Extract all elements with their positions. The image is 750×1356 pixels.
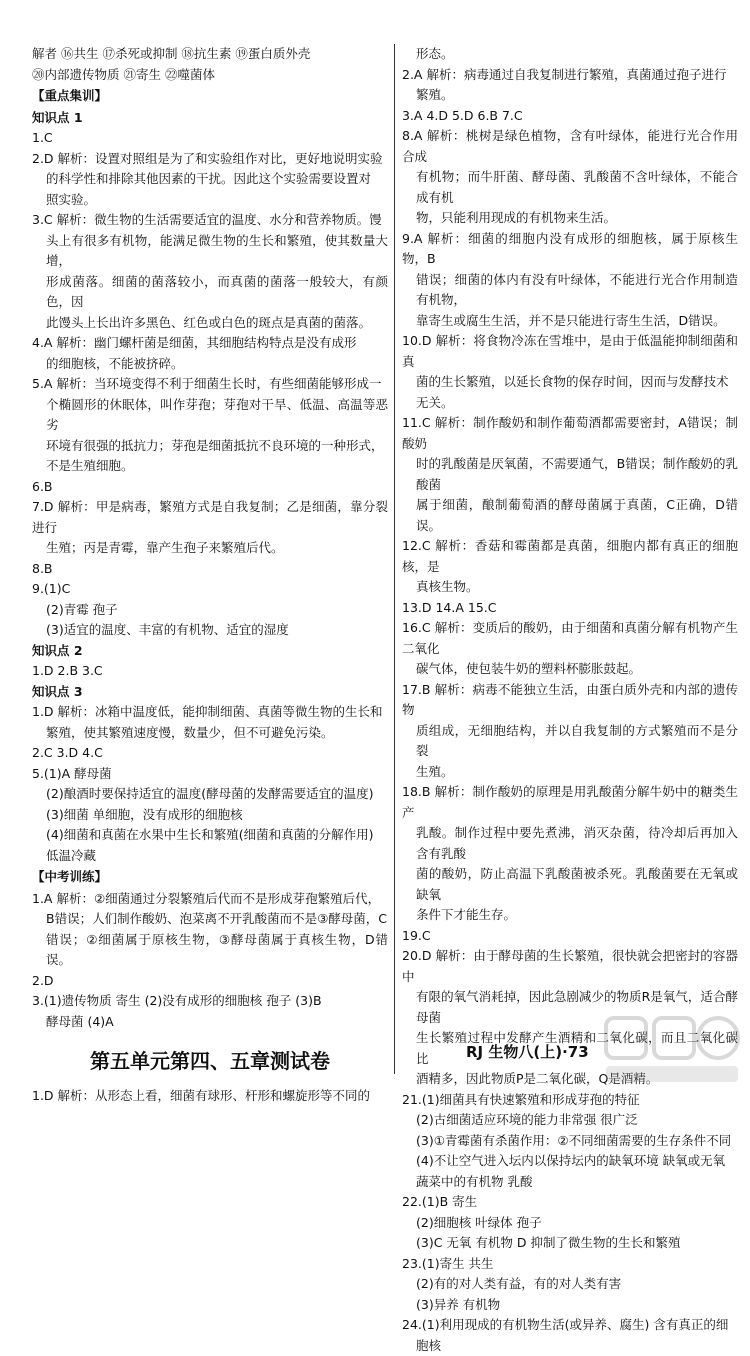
answer-9-sub: (2)青霉 孢子 [32, 600, 388, 621]
kp3-answer-5-sub: 低温冷藏 [32, 846, 388, 867]
knowledge-point-2: 知识点 2 [32, 641, 388, 662]
answer-2-cont: 照实验。 [32, 190, 388, 211]
test-answer-17-cont: 质组成，无细胞结构，并以自我复制的方式繁殖而不是分裂 [402, 721, 738, 762]
test-answer-2: 2.A 解析：病毒通过自我复制进行繁殖，真菌通过孢子进行 [402, 65, 738, 86]
test-answer-21: 21.(1)细菌具有快速繁殖和形成芽孢的特征 [402, 1090, 738, 1111]
test-answer-18: 18.B 解析：制作酸奶的原理是用乳酸菌分解牛奶中的糖类生产 [402, 782, 738, 823]
answer-2: 2.D 解析：设置对照组是为了和实验组作对比，更好地说明实验 [32, 149, 388, 170]
test-answer-11: 11.C 解析：制作酸奶和制作葡萄酒都需要密封，A错误；制酸奶 [402, 413, 738, 454]
test-answer-17-cont: 生殖。 [402, 762, 738, 783]
kp3-answer-5: 5.(1)A 酵母菌 [32, 764, 388, 785]
test-answer-21-sub: (2)古细菌适应环境的能力非常强 很广泛 [402, 1110, 738, 1131]
answer-9: 9.(1)C [32, 579, 388, 600]
answer-8: 8.B [32, 559, 388, 580]
exam-answer-1: 1.A 解析：②细菌通过分裂繁殖后代而不是形成芽孢繁殖后代， [32, 889, 388, 910]
answer-5-cont: 环境有很强的抵抗力；芽孢是细菌抵抗不良环境的一种形式， [32, 436, 388, 457]
left-column [32, 44, 388, 1107]
test-answer-8-cont: 有机物；而牛肝菌、酵母菌、乳酸菌不含叶绿体，不能合成有机 [402, 167, 738, 208]
answer-4-cont: 的细胞核，不能被挤碎。 [32, 354, 388, 375]
test-answer-9-cont: 错误；细菌的体内有没有叶绿体，不能进行光合作用制造有机物， [402, 270, 738, 311]
test-answer-9: 9.A 解析：细菌的细胞内没有成形的细胞核，属于原核生物，B [402, 229, 738, 270]
answer-4: 4.A 解析：幽门螺杆菌是细菌，其细胞结构特点是没有成形 [32, 333, 388, 354]
kp3-answer-5-sub: (4)细菌和真菌在水果中生长和繁殖(细菌和真菌的分解作用) [32, 825, 388, 846]
test-answer-20-cont: 酒精多，因此物质P是二氧化碳，Q是酒精。 [402, 1069, 738, 1090]
test-answer-21-sub: (3)①青霉菌有杀菌作用：②不同细菌需要的生存条件不同 [402, 1131, 738, 1152]
answer-2-cont: 的科学性和排除其他因素的干扰。因此这个实验需要设置对 [32, 169, 388, 190]
test-answer-12-cont: 真核生物。 [402, 577, 738, 598]
test-answer-18-cont: 菌的酸奶，防止高温下乳酸菌被杀死。乳酸菌要在无氧或缺氧 [402, 864, 738, 905]
section-key-training: 【 重点集训 】 [32, 86, 388, 107]
answer-9-sub: (3)适宜的温度、丰富的有机物、适宜的湿度 [32, 620, 388, 641]
exam-answer-2: 2.D [32, 971, 388, 992]
intro-line-1: 解者 ⑯共生 ⑰杀死或抑制 ⑱抗生素 ⑲蛋白质外壳 [32, 44, 388, 65]
answer-3-cont: 此馒头上长出许多黑色、红色或白色的斑点是真菌的菌落。 [32, 313, 388, 334]
answer-5-cont: 不是生殖细胞。 [32, 456, 388, 477]
test-answer-1: 1.D 解析：从形态上看，细菌有球形、杆形和螺旋形等不同的 [32, 1086, 388, 1107]
test-answer-23: 23.(1)寄生 共生 [402, 1254, 738, 1275]
test-answer-24-sub: 胞核 [402, 1336, 738, 1356]
column-divider [394, 44, 395, 1074]
test-answer-16: 16.C 解析：变质后的酸奶，由于细菌和真菌分解有机物产生二氧化 [402, 618, 738, 659]
knowledge-point-3: 知识点 3 [32, 682, 388, 703]
test-answer-23-sub: (3)异养 有机物 [402, 1295, 738, 1316]
kp3-answer-1: 1.D 解析：冰箱中温度低，能抑制细菌、真菌等微生物的生长和 [32, 702, 388, 723]
test-answers-13-15: 13.D 14.A 15.C [402, 598, 738, 619]
test-answer-1-cont: 形态。 [402, 44, 738, 65]
answer-5-cont: 个椭圆形的休眠体，叫作芽孢；芽孢对干旱、低温、高温等恶劣 [32, 395, 388, 436]
answer-5: 5.A 解析：当环境变得不利于细菌生长时，有些细菌能够形成一 [32, 374, 388, 395]
kp3-answer-5-sub: (2)酿酒时要保持适宜的温度(酵母菌的发酵需要适宜的温度) [32, 784, 388, 805]
test-answers-3-7: 3.A 4.D 5.D 6.B 7.C [402, 106, 738, 127]
test-answer-2-cont: 繁殖。 [402, 85, 738, 106]
watermark-logo [602, 1010, 742, 1090]
test-answer-20-cont: 有限的氧气消耗掉，因此急剧减少的物质R是氧气，适合酵母菌 [402, 987, 738, 1028]
test-answer-8: 8.A 解析：桃树是绿色植物，含有叶绿体，能进行光合作用合成 [402, 126, 738, 167]
test-answer-11-cont: 时的乳酸菌是厌氧菌，不需要通气，B错误；制作酸奶的乳酸菌 [402, 454, 738, 495]
page-footer: RJ 生物八(上)·73 [466, 1042, 589, 1063]
test-answer-20-cont: 生长繁殖过程中发酵产生酒精和二氧化碳，而且二氧化碳比 [402, 1028, 738, 1069]
test-answer-18-cont: 乳酸。制作过程中要先煮沸，消灭杂菌，待冷却后再加入含有乳酸 [402, 823, 738, 864]
exam-answer-1-cont: 错误；②细菌属于原核生物，③酵母菌属于真核生物，D错误。 [32, 930, 388, 971]
answer-3-cont: 头上有很多有机物，能满足微生物的生长和繁殖，使其数量大增， [32, 231, 388, 272]
right-column [402, 44, 738, 1356]
kp2-answers: 1.D 2.B 3.C [32, 661, 388, 682]
exam-answer-3: 3.(1)遗传物质 寄生 (2)没有成形的细胞核 孢子 (3)B [32, 991, 388, 1012]
answer-3: 3.C 解析：微生物的生活需要适宜的温度、水分和营养物质。馒 [32, 210, 388, 231]
answer-7: 7.D 解析：甲是病毒，繁殖方式是自我复制；乙是细菌，靠分裂进行 [32, 497, 388, 538]
test-answer-12: 12.C 解析：香菇和霉菌都是真菌，细胞内都有真正的细胞核，是 [402, 536, 738, 577]
test-answer-16-cont: 碳气体，使包装牛奶的塑料杯膨胀鼓起。 [402, 659, 738, 680]
kp3-answer-5-sub: (3)细菌 单细胞，没有成形的细胞核 [32, 805, 388, 826]
answer-7-cont: 生殖；丙是青霉，靠产生孢子来繁殖后代。 [32, 538, 388, 559]
answer-6: 6.B [32, 477, 388, 498]
test-answer-21-sub: (4)不让空气进入坛内以保持坛内的缺氧环境 缺氧或无氧 [402, 1151, 738, 1172]
section-exam-training: 【 中考训练 】 [32, 867, 388, 888]
test-answer-8-cont: 物，只能利用现成的有机物来生活。 [402, 208, 738, 229]
test-answer-24: 24.(1)利用现成的有机物生活(或异养、腐生) 含有真正的细 [402, 1315, 738, 1336]
test-answer-20: 20.D 解析：由于酵母菌的生长繁殖，很快就会把密封的容器中 [402, 946, 738, 987]
test-answer-22: 22.(1)B 寄生 [402, 1192, 738, 1213]
test-answer-10-cont: 无关。 [402, 393, 738, 414]
kp3-answers-2-4: 2.C 3.D 4.C [32, 743, 388, 764]
test-paper-title: 第五单元第四、五章测试卷 [32, 1048, 388, 1074]
test-answer-11-cont: 属于细菌，酿制葡萄酒的酵母菌属于真菌，C正确，D错误。 [402, 495, 738, 536]
answer-1: 1.C [32, 128, 388, 149]
test-answer-21-sub: 蔬菜中的有机物 乳酸 [402, 1172, 738, 1193]
kp3-answer-1-cont: 繁殖，使其繁殖速度慢，数量少，但不可避免污染。 [32, 723, 388, 744]
intro-line-2: ⑳内部遗传物质 ㉑寄生 ㉒噬菌体 [32, 65, 388, 86]
test-answer-18-cont: 条件下才能生存。 [402, 905, 738, 926]
answer-3-cont: 形成菌落。细菌的菌落较小，而真菌的菌落一般较大，有颜色，因 [32, 272, 388, 313]
test-answer-22-sub: (3)C 无氧 有机物 D 抑制了微生物的生长和繁殖 [402, 1233, 738, 1254]
test-answer-9-cont: 靠寄生或腐生生活，并不是只能进行寄生生活，D错误。 [402, 311, 738, 332]
test-answer-17: 17.B 解析：病毒不能独立生活，由蛋白质外壳和内部的遗传物 [402, 680, 738, 721]
exam-answer-1-cont: B错误；人们制作酸奶、泡菜离不开乳酸菌而不是③酵母菌，C [32, 909, 388, 930]
test-answer-19: 19.C [402, 926, 738, 947]
test-answer-10: 10.D 解析：将食物冷冻在雪堆中，是由于低温能抑制细菌和真 [402, 331, 738, 372]
exam-answer-3-cont: 酵母菌 (4)A [32, 1012, 388, 1033]
test-answer-23-sub: (2)有的对人类有益，有的对人类有害 [402, 1274, 738, 1295]
test-answer-10-cont: 菌的生长繁殖，以延长食物的保存时间，因而与发酵技术 [402, 372, 738, 393]
test-answer-22-sub: (2)细胞核 叶绿体 孢子 [402, 1213, 738, 1234]
knowledge-point-1: 知识点 1 [32, 108, 388, 129]
